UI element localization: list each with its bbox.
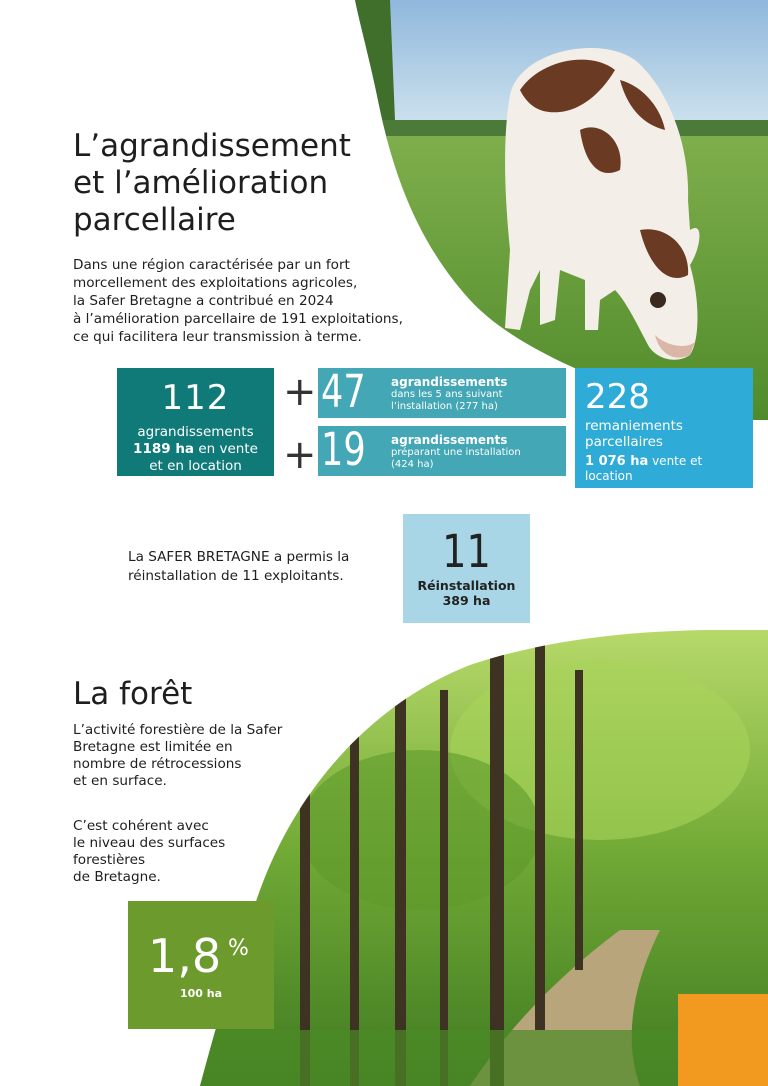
stat-label: agrandissements xyxy=(391,433,508,447)
intro-paragraph xyxy=(73,256,453,346)
intro-line: morcellement des exploitations agricoles, xyxy=(73,275,358,291)
stat-detail-line: (424 ha) xyxy=(391,459,434,470)
intro-line: la Safer Bretagne a contribué en 2024 xyxy=(73,293,334,309)
section-title-foret: La forêt xyxy=(73,676,193,712)
stat-detail xyxy=(391,389,561,413)
stat-detail-line: location xyxy=(585,469,633,483)
stat-label xyxy=(585,418,750,450)
stat-detail-rest: vente et xyxy=(648,454,703,468)
forest-line: forestières xyxy=(73,852,146,868)
forest-line: Bretagne est limitée en xyxy=(73,739,233,755)
title-line: et l’amélioration xyxy=(73,165,329,201)
stat-value: 11 xyxy=(442,525,491,578)
reinstallation-line: réinstallation de 11 exploitants. xyxy=(128,568,344,584)
stat-label-line: remaniements xyxy=(585,418,683,434)
stat-value: 228 xyxy=(585,377,650,417)
stat-box-forest xyxy=(128,901,274,1029)
stat-label: Réinstallation xyxy=(417,578,516,593)
forest-line: le niveau des surfaces xyxy=(73,835,226,851)
stat-value: 47 xyxy=(321,365,366,418)
plus-sign: + xyxy=(283,369,317,415)
forest-line: de Bretagne. xyxy=(73,869,161,885)
stat-detail-line: préparant une installation xyxy=(391,447,521,458)
orange-corner-block xyxy=(678,994,768,1086)
stat-label-line: parcellaires xyxy=(585,434,663,450)
section-title-agrandissement xyxy=(73,128,373,239)
stat-detail-line: dans les 5 ans suivant xyxy=(391,389,503,400)
forest-paragraph-2 xyxy=(73,818,273,886)
stat-label: agrandissements xyxy=(391,375,508,389)
forest-paragraph-1 xyxy=(73,722,313,790)
reinstallation-line: La SAFER BRETAGNE a permis la xyxy=(128,549,350,565)
title-line: parcellaire xyxy=(73,202,236,238)
intro-line: à l’amélioration parcellaire de 191 exploitations, xyxy=(73,311,403,327)
forest-line: et en surface. xyxy=(73,773,167,789)
stat-detail xyxy=(391,447,561,471)
intro-line: Dans une région caractérisée par un fort xyxy=(73,257,350,273)
stat-value: 1,8 xyxy=(148,929,222,983)
plus-sign: + xyxy=(283,432,317,478)
forest-line: L’activité forestière de la Safer xyxy=(73,722,283,738)
stat-detail: 100 ha xyxy=(179,987,223,1000)
stat-box-47 xyxy=(318,365,566,418)
stat-box-reinstallation xyxy=(403,514,530,623)
stat-unit: % xyxy=(228,936,249,961)
stat-box-112 xyxy=(117,368,274,476)
stat-label: agrandissements xyxy=(137,424,254,440)
reinstallation-text xyxy=(128,548,403,586)
stat-value: 112 xyxy=(161,378,230,418)
title-line: L’agrandissement xyxy=(73,128,351,164)
stat-box-19 xyxy=(318,423,566,476)
stat-detail-bold: 1189 ha xyxy=(133,441,195,457)
stat-detail: 389 ha xyxy=(442,593,491,608)
stat-value: 19 xyxy=(321,423,366,476)
stat-detail-bold: 1 076 ha xyxy=(585,454,649,469)
stat-detail-2: et en location xyxy=(149,458,242,474)
forest-line: C’est cohérent avec xyxy=(73,818,209,834)
stat-detail xyxy=(585,454,750,484)
stat-detail xyxy=(117,441,274,458)
stat-detail-rest: en vente xyxy=(194,441,258,457)
stat-box-228 xyxy=(575,368,753,488)
intro-line: ce qui facilitera leur transmission à terme. xyxy=(73,329,362,345)
stat-detail-line: l’installation (277 ha) xyxy=(391,401,498,412)
forest-line: nombre de rétrocessions xyxy=(73,756,242,772)
